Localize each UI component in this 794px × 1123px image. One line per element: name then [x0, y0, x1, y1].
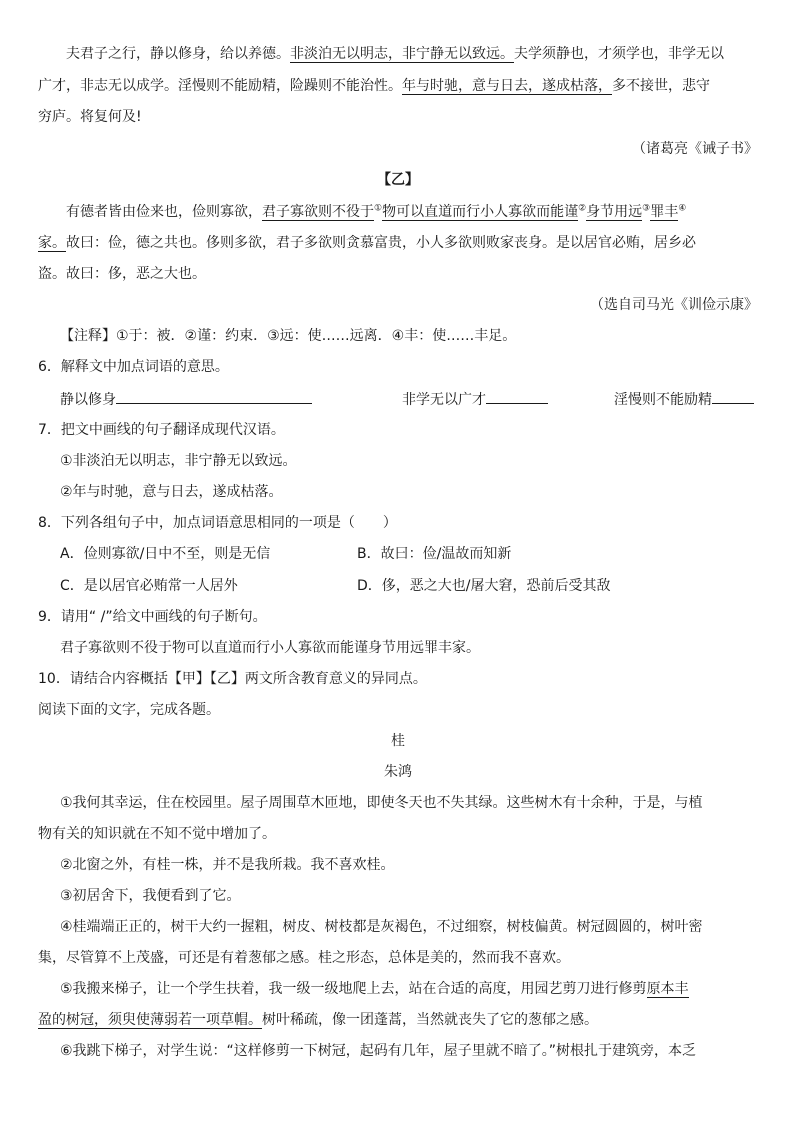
paragraph-2: ②北窗之外，有桂一株，并不是我所栽。我不喜欢桂。 — [60, 857, 395, 873]
question-8: 8．下列各组句子中，加点词语意思相同的一项是（ ） — [38, 515, 397, 531]
footnote-mark: ③ — [642, 203, 651, 214]
footnote-mark: ② — [578, 203, 587, 214]
q8-option-d[interactable]: D．侈，恶之大也/屠大窘，恐前后受其敌 — [357, 578, 611, 594]
yi-underlined: 身节用远 — [586, 204, 643, 220]
q7-item-2: ②年与时驰，意与日去，遂成枯落。 — [60, 484, 283, 500]
jia-text: 广才，非志无以成学。淫慢则不能励精，险躁则不能治性。 — [38, 78, 402, 94]
footnote-mark: ④ — [678, 203, 687, 214]
jia-underlined-sentence-1: 非淡泊无以明志，非宁静无以致远。 — [290, 46, 514, 62]
yi-line-1 — [66, 202, 756, 222]
question-9: 9．请用“ /”给文中画线的句子断句。 — [38, 609, 267, 625]
paragraph-5-line-2 — [38, 1010, 758, 1030]
yi-line-2 — [38, 233, 758, 253]
paragraph-4-line-2: 集，尽管算不上茂盛，可还是有着葱郁之感。桂之形态，总体是美的，然而我不喜欢。 — [38, 950, 570, 966]
q6-item-1: 静以修身 — [60, 389, 312, 410]
yi-line-3: 盗。故曰：侈，恶之大也。 — [38, 266, 206, 282]
jia-line-2 — [38, 76, 758, 96]
footnote-mark: ① — [374, 203, 383, 214]
jia-underlined-sentence-2: 年与时驰，意与日去，遂成枯落， — [402, 78, 612, 94]
question-7: 7．把文中画线的句子翻译成现代汉语。 — [38, 422, 285, 438]
yi-underlined: 家。 — [38, 235, 66, 251]
question-6: 6．解释文中加点词语的意思。 — [38, 359, 229, 375]
paragraph-text: 树叶稀疏，像一团蓬蒿，当然就丧失了它的葱郁之感。 — [262, 1012, 598, 1028]
yi-text: 有德者皆由俭来也，俭则寡欲， — [66, 204, 262, 220]
paragraph-1-line-2: 物有关的知识就在不知不觉中增加了。 — [38, 826, 276, 842]
yi-underlined: 君子寡欲则不役于 — [262, 204, 374, 220]
underlined-phrase: 原本丰 — [646, 981, 689, 997]
answer-blank[interactable] — [712, 389, 754, 404]
q8-option-c[interactable]: C．是以居官必贿常一人居外 — [60, 578, 238, 594]
jia-text: 夫君子之行，静以修身，给以养德。 — [66, 46, 290, 62]
q8-option-a[interactable]: A．俭则寡欲/日中不至，则是无信 — [60, 546, 271, 562]
question-10: 10．请结合内容概括【甲】【乙】两文所含教育意义的异同点。 — [38, 671, 427, 687]
paragraph-5-line-1 — [60, 979, 756, 999]
yi-source: （选自司马光《训俭示康》 — [590, 297, 758, 313]
passage-author: 朱鸿 — [384, 764, 412, 780]
yi-underlined: 罪丰 — [650, 204, 679, 220]
q7-item-1: ①非淡泊无以明志，非宁静无以致远。 — [60, 453, 297, 469]
yi-heading: 【乙】 — [377, 172, 419, 188]
jia-line-1 — [66, 44, 756, 64]
yi-underlined: 物可以直道而行小人寡欲而能谨 — [382, 204, 579, 220]
paragraph-text: ⑤我搬来梯子，让一个学生扶着，我一级一级地爬上去，站在合适的高度，用园艺剪刀进行修剪 — [60, 981, 647, 997]
q6-item-2: 非学无以广才 — [402, 389, 548, 410]
jia-text: 夫学须静也，才须学也，非学无以 — [514, 46, 724, 62]
underlined-phrase: 盈的树冠，须臾使薄弱若一项草帽。 — [38, 1012, 262, 1028]
q8-option-b[interactable]: B．故曰：俭/温故而知新 — [357, 546, 512, 562]
answer-blank[interactable] — [486, 389, 548, 404]
jia-text: 多不接世，悲守 — [612, 78, 710, 94]
q6-item-3: 淫慢则不能励精 — [614, 389, 754, 410]
passage-title: 桂 — [391, 733, 405, 749]
paragraph-4-line-1: ④桂端端正正的，树干大约一握粗，树皮、树枝都是灰褐色，不过细察，树枝偏黄。树冠圆圆的，树叶密 — [60, 919, 703, 935]
yi-annotation: 【注释】①于：被．②谨：约束．③远：使……远离．④丰：使……丰足。 — [60, 328, 517, 344]
reading-intro: 阅读下面的文字，完成各题。 — [38, 702, 220, 718]
paragraph-3: ③初居舍下，我便看到了它。 — [60, 888, 241, 904]
paragraph-1-line-1: ①我何其幸运，住在校园里。屋子周围草木匝地，即使冬天也不失其绿。这些树木有十余种，于是，与植 — [60, 795, 703, 811]
answer-blank[interactable] — [116, 389, 312, 404]
q9-sentence: 君子寡欲则不役于物可以直道而行小人寡欲而能谨身节用远罪丰家。 — [60, 640, 480, 656]
paragraph-6-line-1: ⑥我跳下梯子，对学生说：“这样修剪一下树冠，起码有几年，屋子里就不暗了。”树根扎于建筑旁，本乏 — [60, 1043, 697, 1059]
jia-source: （诸葛亮《诫子书》 — [632, 141, 758, 157]
yi-text: 故曰：俭，德之共也。侈则多欲，君子多欲则贪慕富贵，小人多欲则败家丧身。是以居官必贿，居乡必 — [66, 235, 696, 251]
jia-line-3: 穷庐。将复何及! — [38, 109, 142, 125]
